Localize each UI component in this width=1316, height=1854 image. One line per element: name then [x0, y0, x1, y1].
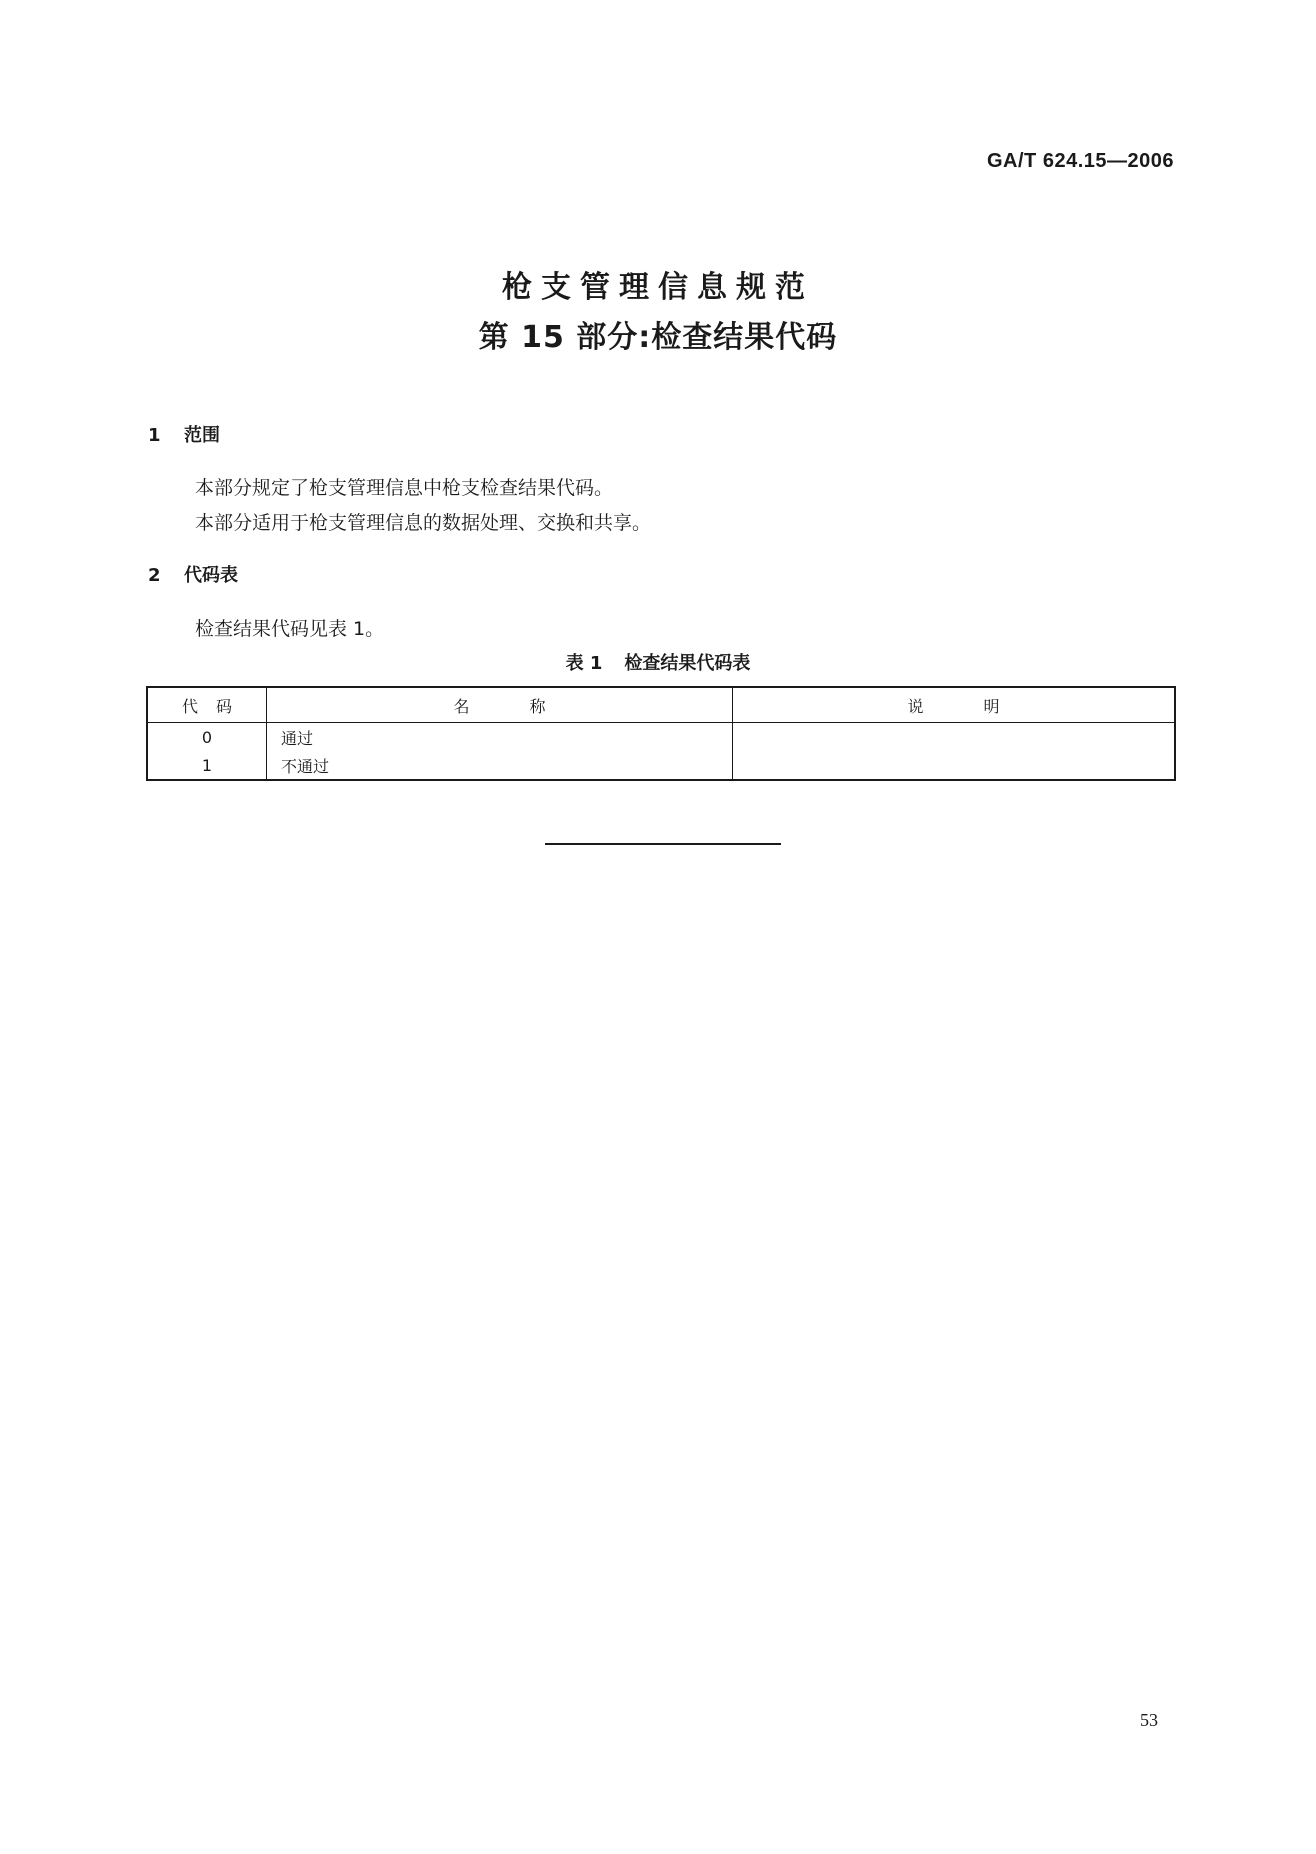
cell-code: 0 [147, 723, 267, 752]
table-caption-title: 检查结果代码表 [624, 653, 751, 674]
table-caption-number: 表 1 [565, 653, 603, 674]
standard-number: GA/T 624.15—2006 [987, 150, 1174, 172]
section-title: 范围 [184, 425, 220, 446]
document-title: 枪支管理信息规范 [502, 270, 814, 305]
cell-description [733, 723, 1176, 752]
section-number: 2 [148, 565, 161, 586]
table-row [147, 751, 1175, 780]
table-row [147, 723, 1175, 752]
header-name: 名称 [267, 687, 733, 723]
cell-code: 1 [147, 751, 267, 780]
section-title: 代码表 [184, 565, 238, 586]
cell-description [733, 751, 1176, 780]
table-header-row [147, 687, 1175, 723]
section-heading-code-table [148, 561, 238, 587]
code-table [146, 686, 1176, 781]
page-number: 53 [1140, 1710, 1158, 1730]
scope-paragraph-1: 本部分规定了枪支管理信息中枪支检查结果代码。 [195, 477, 614, 499]
table-caption [0, 649, 1316, 675]
cell-name: 通过 [267, 723, 733, 752]
section-heading-scope [148, 421, 220, 447]
cell-name: 不通过 [267, 751, 733, 780]
header-description: 说明 [733, 687, 1176, 723]
header-code: 代码 [147, 687, 267, 723]
section-number: 1 [148, 425, 161, 446]
end-rule [545, 843, 781, 845]
code-table-paragraph: 检查结果代码见表 1。 [195, 618, 385, 640]
scope-paragraph-2: 本部分适用于枪支管理信息的数据处理、交换和共享。 [195, 512, 652, 534]
document-subtitle: 第 15 部分:检查结果代码 [478, 320, 838, 355]
